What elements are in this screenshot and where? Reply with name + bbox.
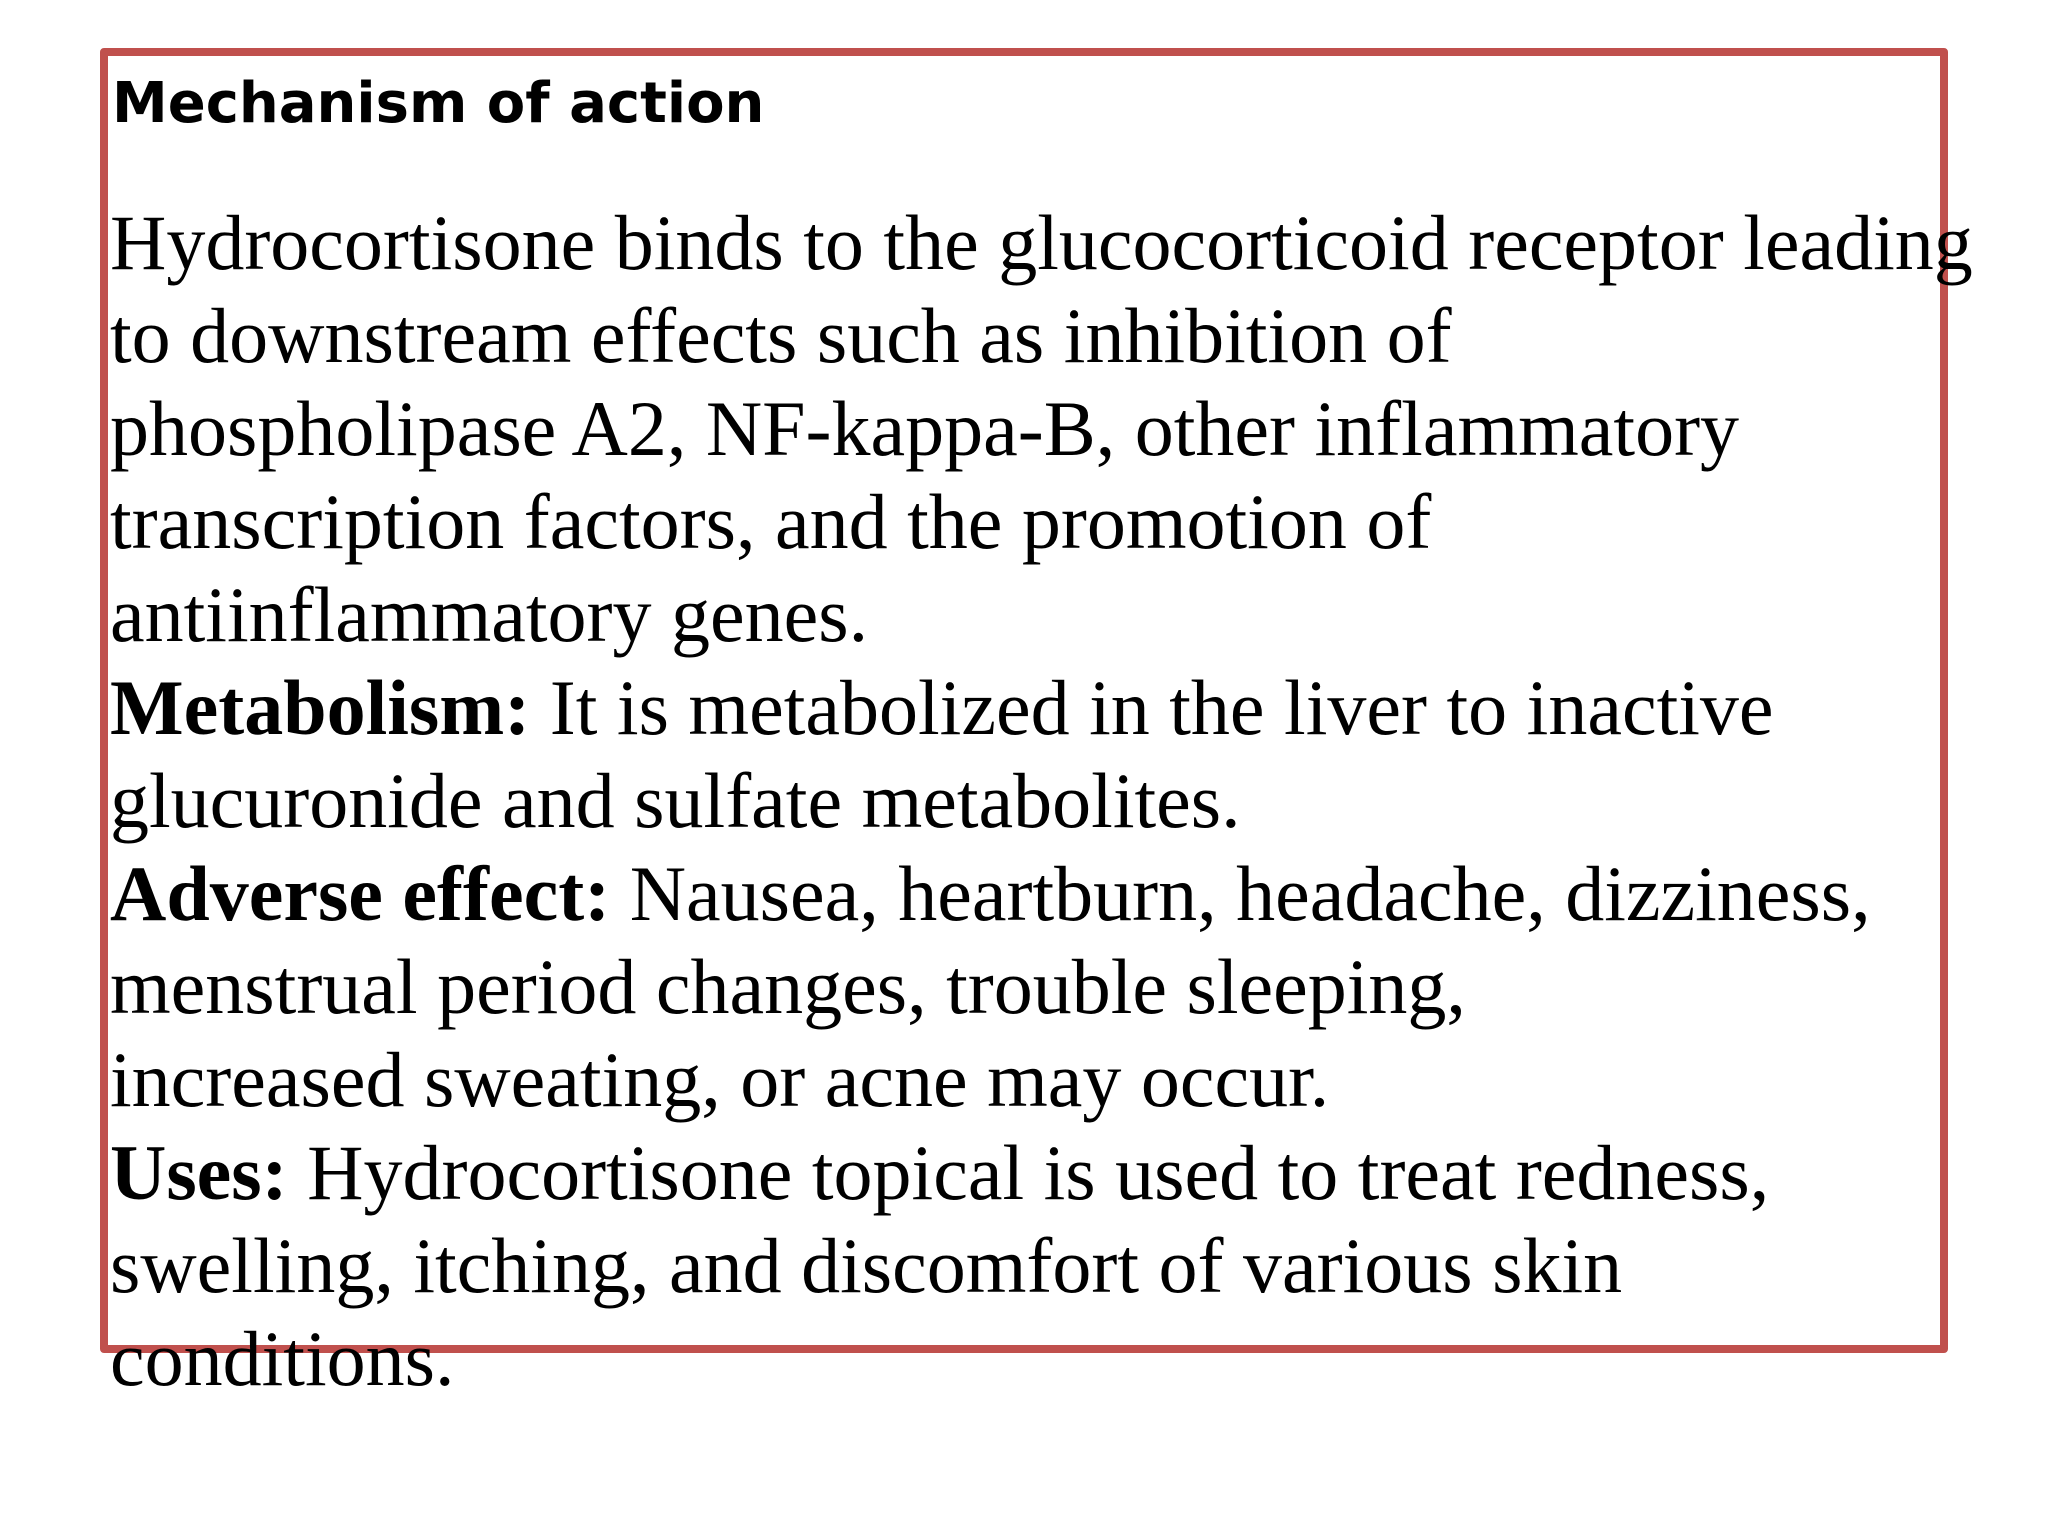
mechanism-line-2: to downstream effects such as inhibition of	[110, 292, 1452, 379]
adverse-line-3: increased sweating, or acne may occur.	[110, 1036, 1330, 1123]
adverse-label: Adverse effect:	[110, 850, 611, 937]
adverse-line-2: menstrual period changes, trouble sleeping,	[110, 943, 1466, 1030]
uses-text-1: Hydrocortisone topical is used to treat redness,	[287, 1129, 1770, 1216]
text-box	[100, 48, 1973, 1402]
uses-line-3: conditions.	[110, 1315, 455, 1402]
mechanism-line-4: transcription factors, and the promotion of	[110, 478, 1432, 565]
uses-line-2: swelling, itching, and discomfort of various skin	[110, 1222, 1623, 1309]
mechanism-line-3: phospholipase A2, NF-kappa-B, other inflammatory	[110, 385, 1740, 472]
uses-line-1	[110, 1126, 1769, 1220]
metabolism-label: Metabolism:	[110, 664, 531, 751]
mechanism-line-1: Hydrocortisone binds to the glucocorticoid receptor leading	[110, 199, 1973, 286]
heading: Mechanism of action	[112, 71, 765, 136]
uses-label: Uses:	[110, 1129, 288, 1216]
mechanism-line-5: antiinflammatory genes.	[110, 571, 869, 658]
metabolism-line-1	[110, 661, 1774, 755]
metabolism-line-2: glucuronide and sulfate metabolites.	[110, 757, 1241, 844]
adverse-text-1: Nausea, heartburn, headache, dizziness,	[610, 850, 1871, 937]
metabolism-text-1: It is metabolized in the liver to inactive	[530, 664, 1774, 751]
adverse-line-1	[110, 847, 1871, 941]
